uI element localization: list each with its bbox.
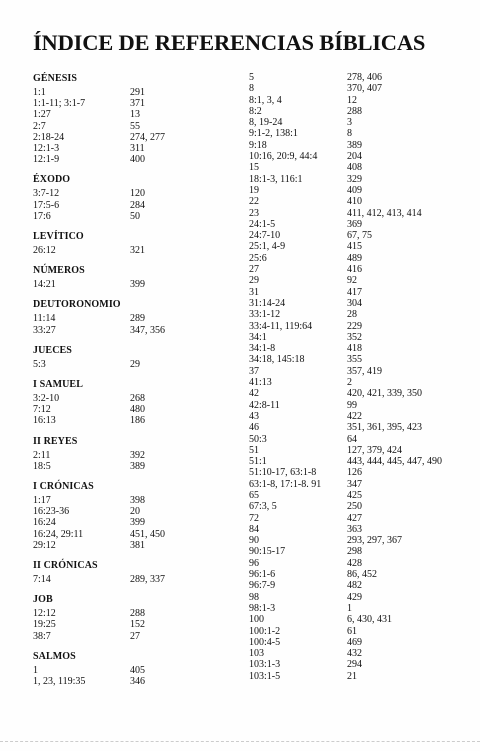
- index-entry: [249, 467, 471, 478]
- scripture-reference: 103:1-5: [249, 670, 281, 682]
- book-section: [33, 72, 238, 165]
- index-entry: [33, 98, 238, 109]
- page-numbers: 432: [347, 648, 362, 660]
- scripture-reference: 63:1-8, 17:1-8. 91: [249, 478, 322, 490]
- scripture-reference: 96:7-9: [249, 580, 276, 592]
- page-numbers: 357, 419: [347, 365, 382, 377]
- book-heading: JUECES: [33, 344, 72, 356]
- scripture-reference: 1, 23, 119:35: [33, 676, 86, 688]
- page-numbers: 381: [130, 539, 145, 551]
- scripture-reference: 19:25: [33, 619, 56, 631]
- scripture-reference: 8:1, 3, 4: [249, 94, 282, 106]
- page-numbers: 229: [347, 320, 362, 332]
- scripture-reference: 7:14: [33, 574, 51, 586]
- page-numbers: 268: [130, 393, 145, 405]
- page-numbers: 92: [347, 275, 357, 287]
- index-entry: [249, 95, 471, 106]
- scripture-reference: 51:10-17, 63:1-8: [249, 467, 317, 479]
- index-entry: [249, 208, 471, 219]
- index-entry: [33, 540, 238, 551]
- scripture-reference: 18:5: [33, 460, 51, 472]
- scripture-reference: 67:3, 5: [249, 501, 277, 513]
- index-entry: [33, 517, 238, 528]
- book-heading: I SAMUEL: [33, 379, 83, 391]
- index-entry: [33, 631, 238, 642]
- page-numbers: 278, 406: [347, 72, 382, 83]
- index-entry: [249, 298, 471, 309]
- index-entry: [33, 109, 238, 120]
- page-numbers: 469: [347, 636, 362, 648]
- scripture-reference: 17:6: [33, 210, 51, 222]
- index-entry: [33, 325, 238, 336]
- scripture-reference: 25:6: [249, 252, 267, 264]
- page-numbers: 2: [347, 377, 352, 389]
- page-numbers: 50: [130, 210, 140, 222]
- scripture-reference: 96:1-6: [249, 569, 276, 581]
- scripture-reference: 9:18: [249, 139, 267, 151]
- book-section: [33, 593, 238, 642]
- scripture-reference: 103:1-3: [249, 659, 281, 671]
- page-numbers: 369: [347, 218, 362, 230]
- index-entry: [249, 72, 471, 83]
- index-entry: [33, 143, 238, 154]
- book-heading: JOB: [33, 594, 53, 606]
- index-entry: [249, 185, 471, 196]
- scripture-reference: 11:14: [33, 313, 56, 325]
- scripture-reference: 1:27: [33, 109, 51, 121]
- scripture-reference: 34:18, 145:18: [249, 354, 305, 366]
- page-numbers: 415: [347, 241, 362, 253]
- page-numbers: 399: [130, 279, 145, 291]
- scripture-reference: 37: [249, 365, 259, 377]
- book-section: [33, 230, 238, 256]
- index-entry: [249, 343, 471, 354]
- scripture-reference: 25:1, 4-9: [249, 241, 286, 253]
- scripture-reference: 8: [249, 83, 254, 95]
- index-entry: [33, 188, 238, 199]
- index-entry: [249, 230, 471, 241]
- index-entry: [249, 117, 471, 128]
- page-numbers: 427: [347, 512, 362, 524]
- index-entry: [249, 275, 471, 286]
- index-entry: [249, 162, 471, 173]
- scripture-reference: 15: [249, 162, 259, 174]
- page-numbers: 284: [130, 199, 145, 211]
- page-numbers: 480: [130, 404, 145, 416]
- page-numbers: 152: [130, 619, 145, 631]
- book-section: [33, 480, 238, 551]
- book-section: [33, 264, 238, 290]
- scripture-reference: 24:7-10: [249, 230, 281, 242]
- scripture-reference: 17:5-6: [33, 199, 60, 211]
- index-entry: [249, 388, 471, 399]
- page-numbers: 6, 430, 431: [347, 614, 392, 626]
- page-numbers: 347, 356: [130, 324, 165, 336]
- scripture-reference: 31: [249, 286, 259, 298]
- scripture-reference: 22: [249, 196, 259, 208]
- scripture-reference: 16:24: [33, 517, 56, 529]
- page-numbers: 304: [347, 297, 362, 309]
- page-numbers: 405: [130, 664, 145, 676]
- page-numbers: 408: [347, 162, 362, 174]
- scripture-reference: 98: [249, 591, 259, 603]
- scripture-reference: 3:2-10: [33, 393, 60, 405]
- page-numbers: 355: [347, 354, 362, 366]
- scripture-reference: 27: [249, 264, 259, 276]
- scripture-reference: 90: [249, 535, 259, 547]
- index-entry: [249, 422, 471, 433]
- scripture-reference: 5:3: [33, 358, 46, 370]
- book-section: [33, 378, 238, 427]
- book-section: [33, 344, 238, 370]
- index-entry: [249, 592, 471, 603]
- scripture-reference: 31:14-24: [249, 297, 286, 309]
- page-numbers: 28: [347, 309, 357, 321]
- scripture-reference: 12:1-9: [33, 154, 60, 166]
- page-numbers: 13: [130, 109, 140, 121]
- scripture-reference: 16:13: [33, 415, 56, 427]
- page-numbers: 21: [347, 670, 357, 682]
- page-numbers: 294: [347, 659, 362, 671]
- book-section: [33, 173, 238, 222]
- page-numbers: 371: [130, 98, 145, 110]
- scripture-reference: 16:24, 29:11: [33, 528, 84, 540]
- page-numbers: 20: [130, 506, 140, 518]
- page-numbers: 1: [347, 602, 352, 614]
- page-numbers: 400: [130, 154, 145, 166]
- page-numbers: 352: [347, 331, 362, 343]
- index-entry: [33, 359, 238, 370]
- scripture-reference: 1: [33, 664, 38, 676]
- index-entry: [249, 321, 471, 332]
- index-entry: [249, 671, 471, 682]
- book-heading: SALMOS: [33, 650, 76, 662]
- page-numbers: 8: [347, 128, 352, 140]
- index-entry: [249, 569, 471, 580]
- scripture-reference: 5: [249, 72, 254, 83]
- index-entry: [249, 479, 471, 490]
- page-numbers: 250: [347, 501, 362, 513]
- page-numbers: 3: [347, 117, 352, 129]
- index-entry: [249, 196, 471, 207]
- index-entry: [249, 434, 471, 445]
- index-entry: [249, 241, 471, 252]
- scripture-reference: 50:3: [249, 433, 267, 445]
- index-entry: [249, 411, 471, 422]
- index-entry: [33, 211, 238, 222]
- page-numbers: 27: [130, 630, 140, 642]
- scripture-reference: 1:1-11; 3:1-7: [33, 98, 86, 110]
- index-entry: [249, 309, 471, 320]
- scripture-reference: 84: [249, 523, 259, 535]
- page-numbers: 370, 407: [347, 83, 382, 95]
- index-entry: [33, 132, 238, 143]
- page-numbers: 399: [130, 517, 145, 529]
- index-entry: [249, 648, 471, 659]
- scripture-reference: 90:15-17: [249, 546, 286, 558]
- page-numbers: 429: [347, 591, 362, 603]
- page-numbers: 351, 361, 395, 423: [347, 422, 422, 434]
- index-entry: [249, 456, 471, 467]
- index-entry: [249, 151, 471, 162]
- index-entry: [249, 659, 471, 670]
- scripture-reference: 98:1-3: [249, 602, 276, 614]
- page-numbers: 410: [347, 196, 362, 208]
- scripture-reference: 38:7: [33, 630, 51, 642]
- scripture-reference: 7:12: [33, 404, 51, 416]
- page-numbers: 120: [130, 188, 145, 200]
- scripture-reference: 46: [249, 422, 259, 434]
- index-entry: [249, 580, 471, 591]
- index-entry: [249, 377, 471, 388]
- scripture-reference: 103: [249, 648, 264, 660]
- index-entry: [249, 626, 471, 637]
- index-entry: [33, 619, 238, 630]
- page-numbers: 425: [347, 489, 362, 501]
- page-numbers: 409: [347, 184, 362, 196]
- index-entry: [249, 354, 471, 365]
- footer-divider: [0, 741, 480, 742]
- page-numbers: 311: [130, 143, 145, 155]
- scripture-reference: 34:1: [249, 331, 267, 343]
- scripture-reference: 96: [249, 557, 259, 569]
- index-entry: [33, 495, 238, 506]
- index-entry: [249, 400, 471, 411]
- index-entry: [249, 140, 471, 151]
- scripture-reference: 42:8-11: [249, 399, 280, 411]
- scripture-reference: 23: [249, 207, 259, 219]
- index-entry: [249, 264, 471, 275]
- scripture-reference: 8:2: [249, 105, 262, 117]
- page-numbers: 204: [347, 151, 362, 163]
- scripture-reference: 2:11: [33, 449, 51, 461]
- scripture-reference: 14:21: [33, 279, 56, 291]
- scripture-reference: 1:1: [33, 87, 46, 98]
- page-numbers: 61: [347, 625, 357, 637]
- index-entry: [249, 128, 471, 139]
- book-heading: II REYES: [33, 435, 78, 447]
- book-heading: I CRÓNICAS: [33, 481, 94, 493]
- page-numbers: 29: [130, 358, 140, 370]
- page-numbers: 127, 379, 424: [347, 444, 402, 456]
- index-entry: [249, 83, 471, 94]
- index-entry: [249, 253, 471, 264]
- page-numbers: 389: [130, 460, 145, 472]
- book-section: [33, 435, 238, 472]
- page-numbers: 418: [347, 343, 362, 355]
- page-numbers: 321: [130, 245, 145, 257]
- book-heading: DEUTORONOMIO: [33, 299, 121, 311]
- scripture-reference: 33:27: [33, 324, 56, 336]
- scripture-reference: 33:1-12: [249, 309, 281, 321]
- page-numbers: 274, 277: [130, 131, 165, 143]
- index-entry: [249, 106, 471, 117]
- index-entry: [249, 332, 471, 343]
- index-entry: [33, 608, 238, 619]
- scripture-reference: 43: [249, 410, 259, 422]
- scripture-reference: 72: [249, 512, 259, 524]
- index-entry: [33, 415, 238, 426]
- scripture-reference: 29:12: [33, 539, 56, 551]
- index-entry: [249, 546, 471, 557]
- page-numbers: 346: [130, 676, 145, 688]
- index-entry: [33, 154, 238, 165]
- page-numbers: 186: [130, 415, 145, 427]
- page-numbers: 289, 337: [130, 574, 165, 586]
- index-entry: [249, 445, 471, 456]
- scripture-reference: 10:16, 20:9, 44:4: [249, 151, 318, 163]
- scripture-reference: 12:1-3: [33, 143, 60, 155]
- index-entry: [249, 603, 471, 614]
- page-numbers: 99: [347, 399, 357, 411]
- scripture-reference: 26:12: [33, 245, 56, 257]
- page-numbers: 67, 75: [347, 230, 372, 242]
- index-entry: [33, 200, 238, 211]
- index-entry: [33, 393, 238, 404]
- page-numbers: 126: [347, 467, 362, 479]
- scripture-reference: 12:12: [33, 608, 56, 620]
- index-column-right: [249, 72, 471, 682]
- index-entry: [33, 121, 238, 132]
- index-entry: [249, 287, 471, 298]
- index-entry: [33, 450, 238, 461]
- index-entry: [249, 614, 471, 625]
- index-entry: [33, 529, 238, 540]
- page-numbers: 298: [347, 546, 362, 558]
- page-numbers: 288: [347, 105, 362, 117]
- index-column-left: [33, 72, 238, 687]
- page-numbers: 416: [347, 264, 362, 276]
- scripture-reference: 51: [249, 444, 259, 456]
- index-entry: [249, 524, 471, 535]
- book-heading: ÉXODO: [33, 174, 71, 186]
- page-numbers: 392: [130, 449, 145, 461]
- scripture-reference: 1:17: [33, 495, 51, 507]
- scripture-reference: 41:13: [249, 377, 272, 389]
- page-numbers: 451, 450: [130, 528, 165, 540]
- scripture-reference: 34:1-8: [249, 343, 276, 355]
- book-heading: LEVÍTICO: [33, 231, 84, 243]
- scripture-reference: 100:4-5: [249, 636, 281, 648]
- index-entry: [249, 513, 471, 524]
- page-numbers: 289: [130, 313, 145, 325]
- index-entry: [33, 279, 238, 290]
- page-numbers: 347: [347, 478, 362, 490]
- page-numbers: 64: [347, 433, 357, 445]
- scripture-reference: 9:1-2, 138:1: [249, 128, 298, 140]
- scripture-reference: 19: [249, 184, 259, 196]
- page-numbers: 363: [347, 523, 362, 535]
- page-numbers: 422: [347, 410, 362, 422]
- index-entry: [249, 490, 471, 501]
- index-entry: [33, 404, 238, 415]
- book-section: [33, 650, 238, 687]
- index-entry: [33, 313, 238, 324]
- page-numbers: 86, 452: [347, 569, 377, 581]
- scripture-reference: 18:1-3, 116:1: [249, 173, 303, 185]
- page-numbers: 389: [347, 139, 362, 151]
- page-numbers: 420, 421, 339, 350: [347, 388, 422, 400]
- book-heading: II CRÓNICAS: [33, 560, 98, 572]
- scripture-reference: 16:23-36: [33, 506, 70, 518]
- book-heading: NÚMEROS: [33, 265, 85, 277]
- index-entry: [33, 676, 238, 687]
- scripture-reference: 8, 19-24: [249, 117, 283, 129]
- index-entry: [33, 665, 238, 676]
- page-numbers: 288: [130, 608, 145, 620]
- index-entry: [249, 637, 471, 648]
- page-numbers: 482: [347, 580, 362, 592]
- scripture-reference: 100:1-2: [249, 625, 281, 637]
- scripture-reference: 24:1-5: [249, 218, 276, 230]
- page-numbers: 489: [347, 252, 362, 264]
- index-entry: [249, 535, 471, 546]
- page-title: ÍNDICE DE REFERENCIAS BÍBLICAS: [33, 30, 426, 55]
- index-entry: [249, 219, 471, 230]
- index-entry: [33, 461, 238, 472]
- index-entry: [249, 174, 471, 185]
- page-numbers: 293, 297, 367: [347, 535, 402, 547]
- page-numbers: 12: [347, 94, 357, 106]
- scripture-reference: 100: [249, 614, 264, 626]
- page-numbers: 55: [130, 120, 140, 132]
- index-entry: [249, 558, 471, 569]
- scripture-reference: 2:18-24: [33, 131, 65, 143]
- scripture-reference: 2:7: [33, 120, 46, 132]
- index-entry: [33, 245, 238, 256]
- index-entry: [33, 506, 238, 517]
- scripture-reference: 42: [249, 388, 259, 400]
- index-entry: [33, 574, 238, 585]
- page-numbers: 417: [347, 286, 362, 298]
- scripture-reference: 51:1: [249, 456, 267, 468]
- scripture-reference: 33:4-11, 119:64: [249, 320, 313, 332]
- book-section: [33, 298, 238, 335]
- page-numbers: 329: [347, 173, 362, 185]
- page-numbers: 443, 444, 445, 447, 490: [347, 456, 442, 468]
- book-heading: GÉNESIS: [33, 73, 78, 84]
- page-numbers: 428: [347, 557, 362, 569]
- page-numbers: 398: [130, 495, 145, 507]
- book-section: [33, 559, 238, 585]
- index-entry: [249, 501, 471, 512]
- index-entry: [33, 87, 238, 98]
- scripture-reference: 65: [249, 489, 259, 501]
- index-entry: [249, 366, 471, 377]
- page-numbers: 411, 412, 413, 414: [347, 207, 422, 219]
- page-numbers: 291: [130, 87, 145, 98]
- scripture-reference: 3:7-12: [33, 188, 60, 200]
- scripture-reference: 29: [249, 275, 259, 287]
